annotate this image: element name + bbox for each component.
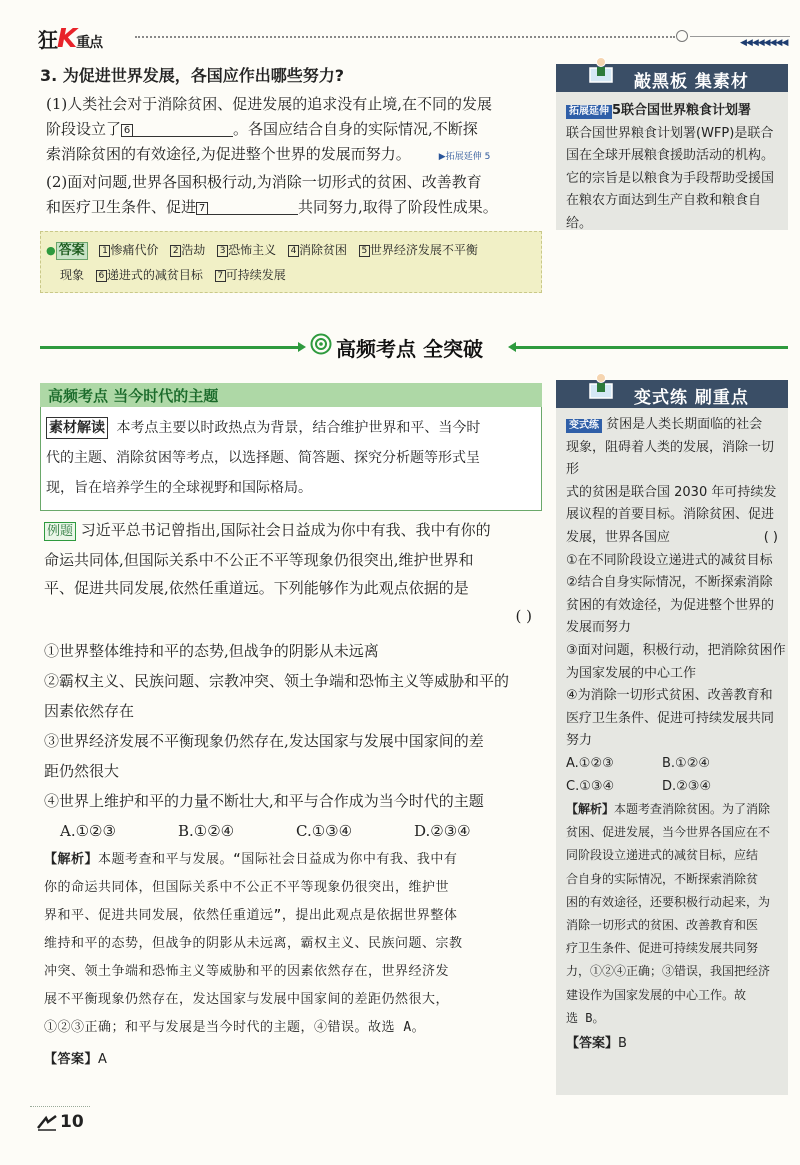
header-arrows-icon: ◀◀◀◀◀◀◀◀ — [740, 38, 788, 48]
option-1: ①世界整体维持和平的态势,但战争的阴影从未远离 — [44, 642, 379, 660]
question-3-part-1: (1)人类社会对于消除贫困、促进发展的追求没有止境,在不同的发展 阶段设立了 6 。各国应结合自身的实际情况,不断探 索消除贫困的有效途径,为促进整个世界的发展而努力。 ▶拓展延伸 5 — [46, 95, 493, 163]
option-2-cont: 因素依然存在 — [44, 702, 135, 720]
example-label: 例题 — [44, 522, 76, 541]
sidebar-practice-analysis: 【解析】本题考查消除贫困。为了消除 贫困、促进发展，当今世界各国应在不 同阶段设立递进式的减贫目标，应结 合自身的实际情况，不断探索消除贫 困的有效途径，还要积极行动起来，为 消除一切形式的贫困、改善教育和医 疗卫生条件、促进可持续发展共同努 力，①②④正确；③错误，我国把经济 建设作为国家发展的中心工作。故 选 B。 【答案】B — [566, 802, 771, 1052]
sidebar-materials-heading: 敲黑板 集素材 — [556, 64, 788, 92]
answer-text: ● 答案 1 惨痛代价 2 浩劫 3 恐怖主义 4 消除贫困 5 世界经济发展不平衡 现象 6 递进式的减贫目标 7 可持续发展 — [46, 243, 478, 282]
sidebar-practice-heading: 变式练 刷重点 — [556, 380, 788, 408]
target-icon — [310, 333, 332, 355]
student-icon — [588, 372, 614, 402]
extension-tag: ▶拓展延伸 5 — [438, 152, 491, 162]
question-3-part-2: (2)面对问题,世界各国积极行动,为消除一切形式的贫困、改善教育 和医疗卫生条件、促进 7 共同努力,取得了阶段性成果。 — [46, 173, 498, 216]
example-analysis: 【解析】本题考查和平与发展。“国际社会日益成为你中有我、我中有 你的命运共同体，但国际关系中不公正不平等现象仍很突出，维护世 界和平、促进共同发展，依然任重道远”，提出此观点是依据世界整体 维持和平的态势，但战争的阴影从未远离，霸权主义、民族问题、宗教 冲突、领土争端和恐怖主义等威胁和平的因素依然存在，世界经济发 展不平衡现象仍然存在，发达国家与发展中国家间的差距仍然很大， ①②③正确；和平与发展是当今时代的主题，④错误。故选 A。 【答案】A — [44, 852, 463, 1067]
practice-tag: 变式练 — [566, 419, 602, 433]
example-choices — [60, 818, 540, 844]
blank-6 — [133, 118, 233, 137]
material-interpretation: 素材解读 本考点主要以时政热点为背景，结合维护世界和平、当今时 代的主题、消除贫困等考点，以选择题、简答题、探究分析题等形式呈 现，旨在培养学生的全球视野和国际格局。 — [46, 413, 536, 503]
question-3-title: 3. 为促进世界发展，各国应作出哪些努力? — [40, 66, 345, 85]
book-logo: 狂K重点 — [38, 24, 103, 54]
topic-heading: 高频考点 当今时代的主题 — [40, 383, 542, 407]
material-label: 素材解读 — [46, 417, 108, 439]
section-banner-title: 高频考点 全突破 — [336, 337, 483, 361]
answer-label: 答案 — [56, 242, 88, 260]
choice-c: C.①③④ — [296, 822, 353, 840]
extension-tag-label: 拓展延伸 — [566, 105, 612, 119]
option-3: ③世界经济发展不平衡现象仍然存在,发达国家与发展中国家间的差 — [44, 732, 484, 750]
option-2: ②霸权主义、民族问题、宗教冲突、领土争端和恐怖主义等威胁和平的 — [44, 672, 510, 690]
header-rule — [690, 36, 790, 37]
teacher-icon — [588, 56, 614, 86]
page-number-rule — [30, 1106, 90, 1107]
page-flag-icon — [36, 1114, 58, 1132]
page-number: 10 — [60, 1112, 84, 1132]
header-dotted-line — [135, 36, 675, 38]
example-question: 例题 习近平总书记曾指出,国际社会日益成为你中有我、我中有你的 命运共同体,但国际关系中不公正不平等现象仍很突出,维护世界和 平、促进共同发展,依然任重道远。下列能够作为此观点依据的是 ( ) — [44, 521, 532, 625]
sidebar-materials-body: 拓展延伸 5联合国世界粮食计划署 联合国世界粮食计划署(WFP)是联合 国在全球开展粮食援助活动的机构。 它的宗旨是以粮食为手段帮助受援国 在粮农方面达到生产自救和粮食自给。 — [566, 103, 775, 231]
sidebar-practice-question: 变式练 贫困是人类长期面临的社会 现象，阻碍着人类的发展，消除一切形 式的贫困是联合国 2030 年可持续发 展议程的首要目标。消除贫困、促进 发展，世界各国应 ( ) ①在不同阶段设立递进式的减贫目标 ②结合自身实际情况，不断探索消除 贫困的有效途径，为促进整个世界的 发展而努力 ③面对问题，积极行动，把消除贫困作 为国家发展的中心工作 ④为消除一切形式贫困、改善教育和 医疗卫生条件、促进可持续发展共同 努力 A.①②③ B.①②④ C.①③④ D.②③④ — [566, 417, 786, 794]
blank-7 — [208, 196, 298, 215]
choice-d: D.②③④ — [414, 822, 471, 840]
choice-a: A.①②③ — [60, 822, 116, 840]
example-options — [44, 636, 544, 816]
answer-dot-icon: ● — [46, 244, 56, 257]
banner-line-right — [514, 346, 788, 349]
banner-arrow-left — [298, 342, 306, 352]
choice-b: B.①②④ — [178, 822, 235, 840]
option-3-cont: 距仍然很大 — [44, 762, 120, 780]
header-ring-icon — [676, 30, 688, 42]
option-4: ④世界上维护和平的力量不断壮大,和平与合作成为当今时代的主题 — [44, 792, 484, 810]
banner-line-left — [40, 346, 302, 349]
